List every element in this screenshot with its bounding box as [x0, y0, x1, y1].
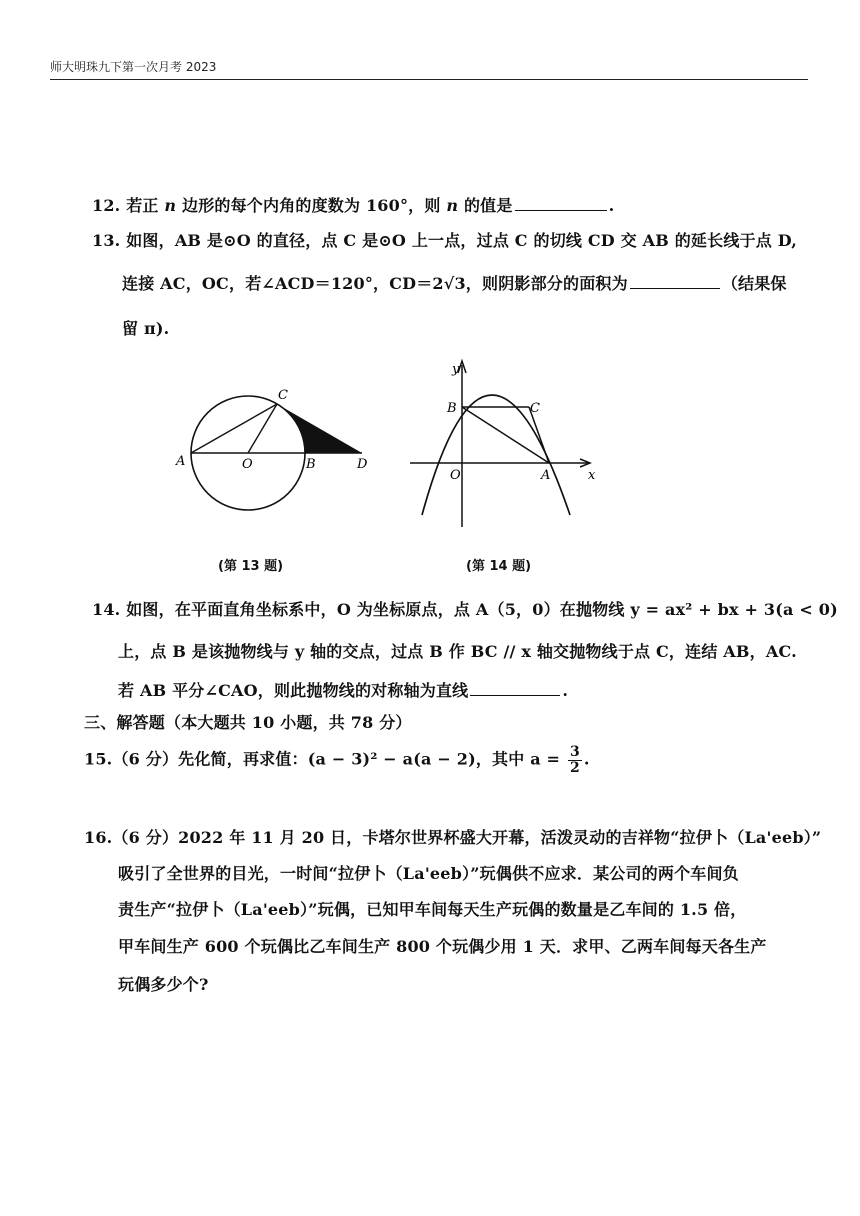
q12-var-n2: n [446, 196, 459, 215]
question-12 [92, 193, 614, 216]
section-3-text: 三、解答题（本大题共 10 小题，共 78 分） [84, 713, 412, 732]
q15-text: （6 分）先化简，再求值：(a − 3)² − a(a − 2)，其中 a = [112, 749, 566, 769]
q12-text-a: 若正 [126, 196, 165, 215]
question-14-line2 [118, 639, 797, 662]
page-header [50, 58, 808, 80]
radius-oc [248, 404, 277, 453]
q13-line3: 留 π). [122, 319, 170, 338]
q13-line1: 如图，AB 是⊙O 的直径，点 C 是⊙O 上一点，过点 C 的切线 CD 交 AB 的延长线于点 D, [126, 231, 797, 250]
question-16-line3 [118, 897, 746, 920]
q13-line2-a: 连接 AC，OC，若∠ACD＝120°，CD＝2√3，则阴影部分的面积为 [122, 274, 628, 293]
figure-14-caption: (第 14 题) [466, 559, 532, 574]
q14-number: 14. [92, 600, 121, 619]
q16-line1: 16.（6 分）2022 年 11 月 20 日，卡塔尔世界杯盛大开幕，活泼灵动的吉祥物“拉伊卜（La'eeb）” [84, 828, 822, 847]
section-3-heading [84, 710, 412, 733]
question-16-line5 [118, 972, 209, 995]
question-13-line2 [122, 271, 787, 294]
q14-answer-blank [470, 681, 560, 696]
label-a: A [541, 468, 551, 483]
q12-text-b: 边形的每个内角的度数为 160°，则 [176, 196, 447, 215]
q16-line4: 甲车间生产 600 个玩偶比乙车间生产 800 个玩偶少用 1 天．求甲、乙两车间每天各生产 [118, 937, 767, 956]
q13-answer-blank [630, 274, 720, 289]
q15-end: . [583, 749, 590, 769]
parabola [422, 395, 570, 515]
question-15 [84, 745, 590, 775]
figure-13 [170, 375, 380, 525]
q14-line2: 上，点 B 是该抛物线与 y 轴的交点，过点 B 作 BC // x 轴交抛物线于点 C，连结 AB，AC. [118, 642, 797, 661]
question-16-line4 [118, 934, 767, 957]
q14-line3-a: 若 AB 平分∠CAO，则此抛物线的对称轴为直线 [118, 681, 469, 700]
label-b: B [306, 457, 316, 472]
q16-line3: 责生产“拉伊卜（La'eeb）”玩偶，已知甲车间每天生产玩偶的数量是乙车间的 1.5 倍， [118, 900, 747, 919]
shaded-region [277, 404, 362, 453]
header-text: 师大明珠九下第一次月考 2023 [50, 60, 217, 74]
label-c: C [530, 401, 540, 416]
chord-ac [191, 404, 277, 453]
q15-fraction-denominator: 2 [569, 759, 580, 776]
label-c: C [278, 388, 288, 403]
figure-13-caption: (第 13 题) [218, 559, 284, 574]
label-a: A [176, 454, 186, 469]
q12-end: . [608, 196, 615, 215]
q14-line1: 如图，在平面直角坐标系中，O 为坐标原点，点 A（5，0）在抛物线 y = ax² + bx + 3(a < 0) [126, 600, 838, 619]
q13-line2-b: （结果保 [721, 274, 787, 293]
q15-fraction-numerator: 3 [569, 744, 580, 760]
q12-var-n: n [164, 196, 177, 215]
label-b: B [447, 401, 457, 416]
question-14-line3 [118, 678, 568, 701]
label-x: x [588, 468, 596, 483]
q15-fraction [568, 745, 582, 775]
question-16-line2 [118, 861, 739, 884]
q12-answer-blank [515, 196, 607, 211]
q13-number: 13. [92, 231, 121, 250]
q16-line2: 吸引了全世界的目光，一时间“拉伊卜（La'eeb）”玩偶供不应求．某公司的两个车间负 [118, 864, 739, 883]
q16-line5: 玩偶多少个? [118, 975, 209, 994]
question-16-line1 [84, 825, 821, 848]
question-14-line1 [92, 597, 838, 620]
label-y: y [452, 362, 460, 377]
q12-number: 12. [92, 196, 121, 215]
question-13-line1 [92, 228, 797, 251]
q15-number: 15. [84, 749, 113, 769]
label-d: D [357, 457, 368, 472]
q14-line3-end: . [562, 681, 569, 700]
label-origin: O [450, 468, 461, 483]
label-o: O [242, 457, 253, 472]
figure-14 [400, 355, 610, 535]
q12-text-c: 的值是 [458, 196, 513, 215]
question-13-line3 [122, 316, 169, 339]
